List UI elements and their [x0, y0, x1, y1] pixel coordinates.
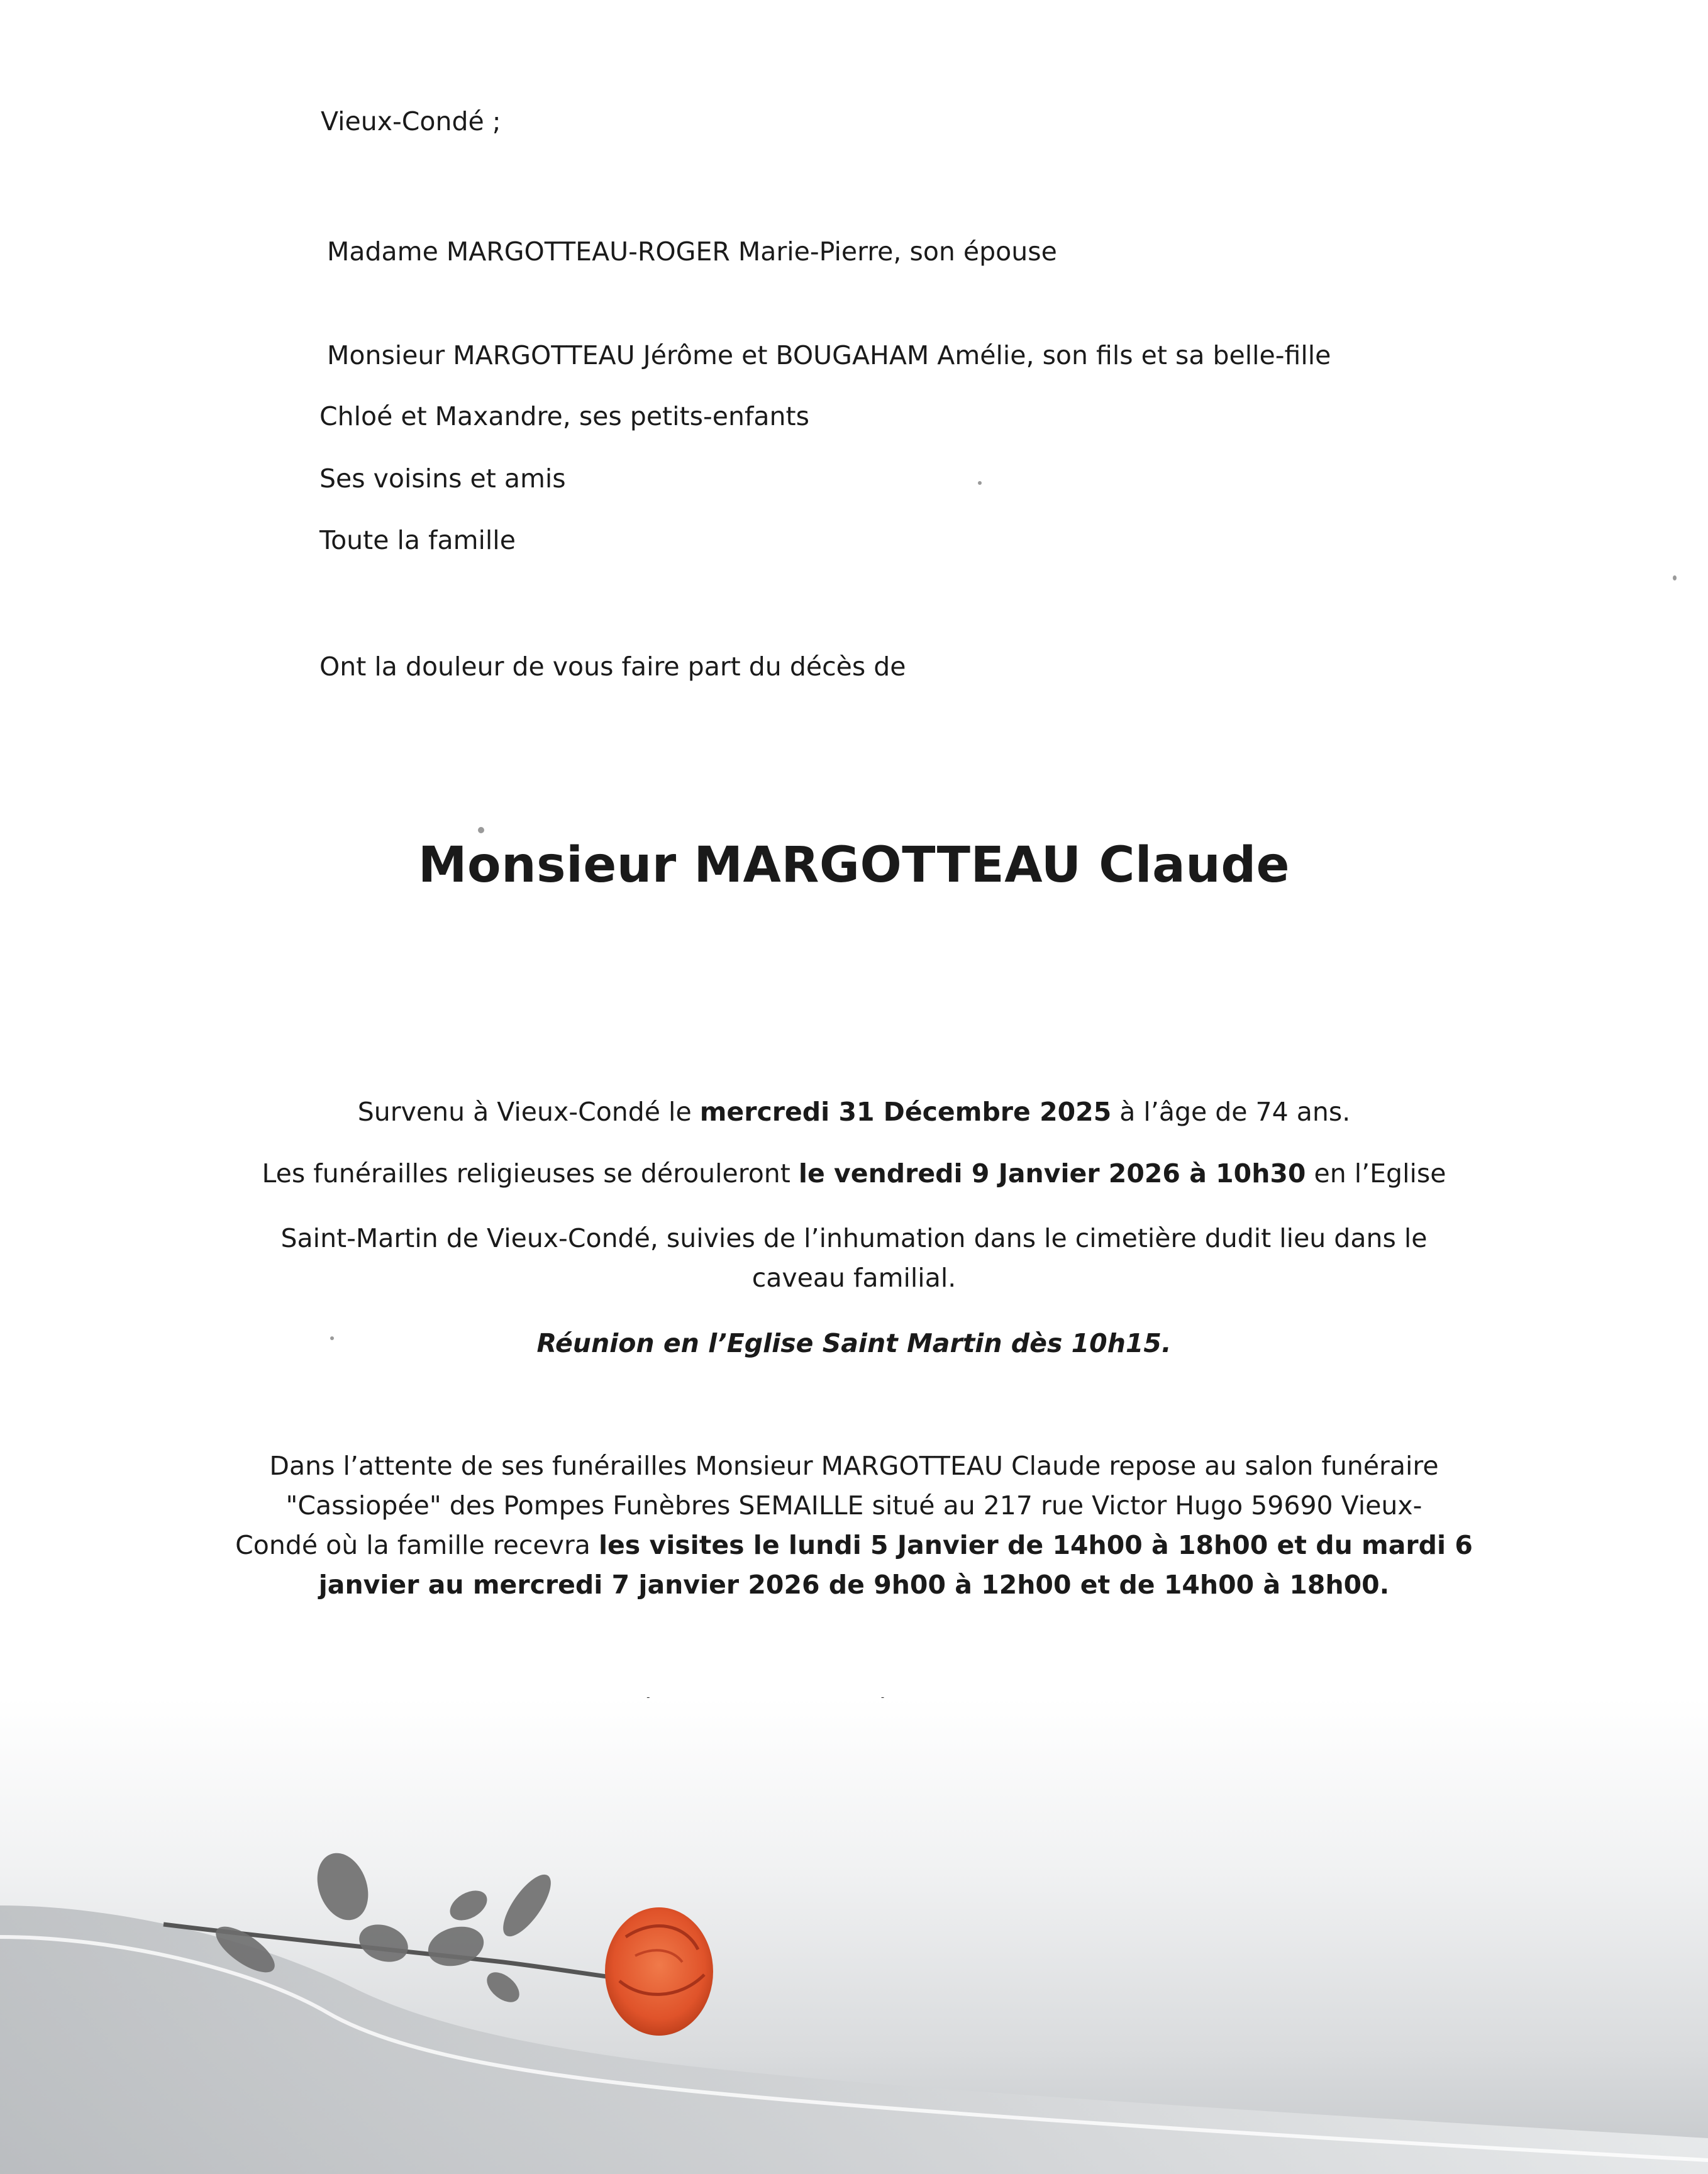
visits-line-1: Dans l’attente de ses funérailles Monsieur MARGOTTEAU Claude repose au salon funéraire [269, 1451, 1439, 1481]
scan-speck [478, 827, 484, 833]
scan-speck [330, 1336, 334, 1340]
scan-speck [978, 481, 982, 485]
announcement-text: Ont la douleur de vous faire part du décès de [319, 652, 906, 682]
reunion-line: Réunion en l’Eglise Saint Martin dès 10h15. [536, 1328, 1172, 1358]
funeral-line-1: Les funérailles religieuses se dérouleront le vendredi 9 Janvier 2026 à 10h30 en l’Eglise [262, 1158, 1446, 1189]
funeral-line-3: caveau familial. [751, 1263, 957, 1293]
scan-speck [1673, 575, 1677, 580]
family-all: Toute la famille [319, 525, 516, 555]
family-neighbours: Ses voisins et amis [319, 463, 566, 494]
family-spouse: Madame MARGOTTEAU-ROGER Marie-Pierre, son épouse [327, 236, 1057, 267]
family-son: Monsieur MARGOTTEAU Jérôme et BOUGAHAM Amélie, son fils et sa belle-fille [327, 340, 1331, 370]
death-line: Survenu à Vieux-Condé le mercredi 31 Décembre 2025 à l’âge de 74 ans. [357, 1097, 1351, 1127]
visits-line-3: Condé où la famille recevra les visites le lundi 5 Janvier de 14h00 à 18h00 et du mardi 6 [235, 1530, 1473, 1560]
rose-bloom [605, 1907, 713, 2036]
rose-beach-illustration [0, 1698, 1708, 2174]
deceased-name: Monsieur MARGOTTEAU Claude [418, 837, 1290, 894]
visits-line-2: "Cassiopée" des Pompes Funèbres SEMAILLE situé au 217 rue Victor Hugo 59690 Vieux- [286, 1490, 1422, 1521]
family-grandchildren: Chloé et Maxandre, ses petits-enfants [319, 401, 809, 431]
funeral-line-2: Saint-Martin de Vieux-Condé, suivies de l’inhumation dans le cimetière dudit lieu dans le [280, 1223, 1428, 1253]
header-location: Vieux-Condé ; [321, 106, 501, 136]
visits-line-4: janvier au mercredi 7 janvier 2026 de 9h00 à 12h00 et de 14h00 à 18h00. [318, 1570, 1390, 1600]
